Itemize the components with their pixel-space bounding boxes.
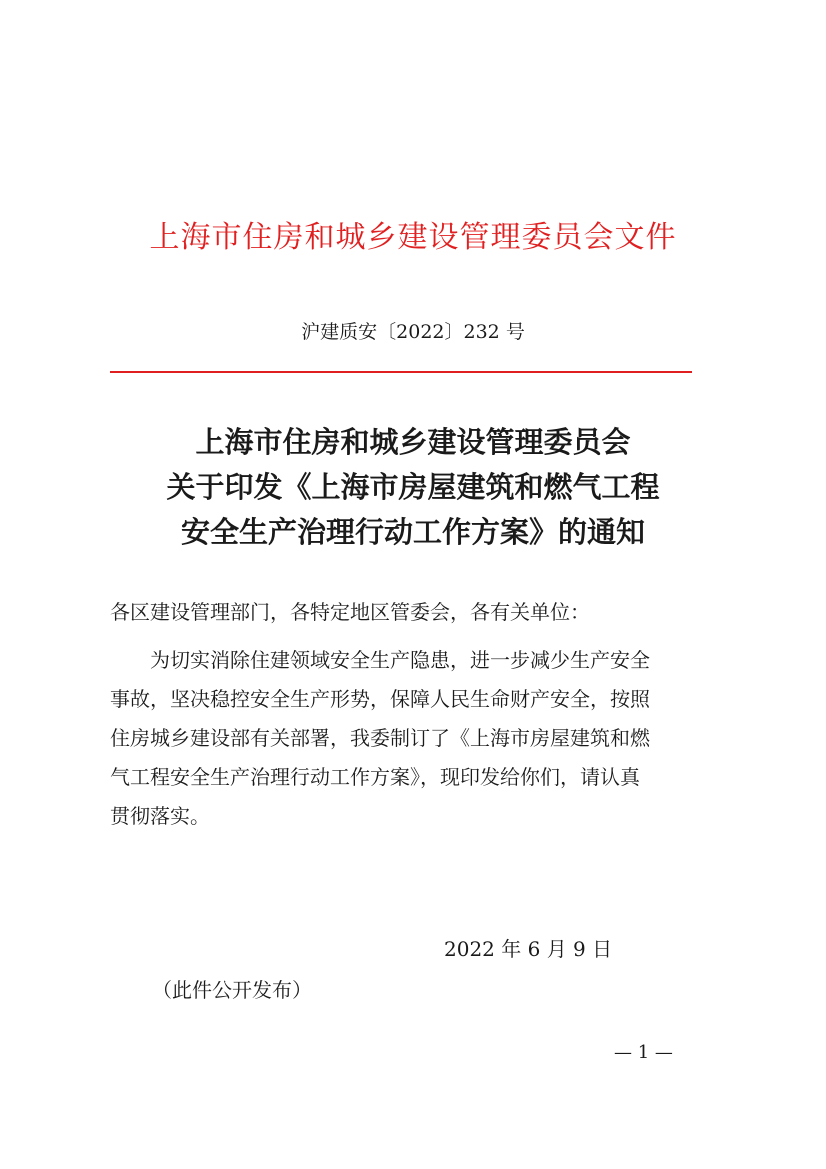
notice-title [0, 420, 826, 555]
issuer-header-title: 上海市住房和城乡建设管理委员会文件 [149, 220, 677, 255]
body-paragraph [110, 641, 722, 836]
notice-title-line-3: 安全生产治理行动工作方案》的通知 [180, 515, 645, 549]
notice-title-line-1: 上海市住房和城乡建设管理委员会 [195, 425, 631, 459]
recipient-line: 各区建设管理部门，各特定地区管委会，各有关单位： [110, 600, 590, 624]
body-line-5: 贯彻落实。 [110, 804, 210, 828]
red-divider-rule [110, 371, 692, 373]
body-line-4: 气工程安全生产治理行动工作方案》，现印发给你们，请认真 [110, 765, 640, 789]
page-number: — 1 — [614, 1042, 673, 1063]
body-line-2: 事故，坚决稳控安全生产形势，保障人民生命财产安全，按照 [110, 687, 650, 711]
public-release-note: （此件公开发布） [152, 978, 312, 1002]
issue-date: 2022 年 6 月 9 日 [444, 937, 613, 961]
body-line-3: 住房城乡建设部有关部署，我委制订了《上海市房屋建筑和燃 [110, 726, 650, 750]
document-number: 沪建质安〔2022〕232 号 [301, 321, 525, 343]
body-line-1: 为切实消除住建领域安全生产隐患，进一步减少生产安全 [110, 648, 650, 672]
notice-title-line-2: 关于印发《上海市房屋建筑和燃气工程 [166, 470, 660, 504]
